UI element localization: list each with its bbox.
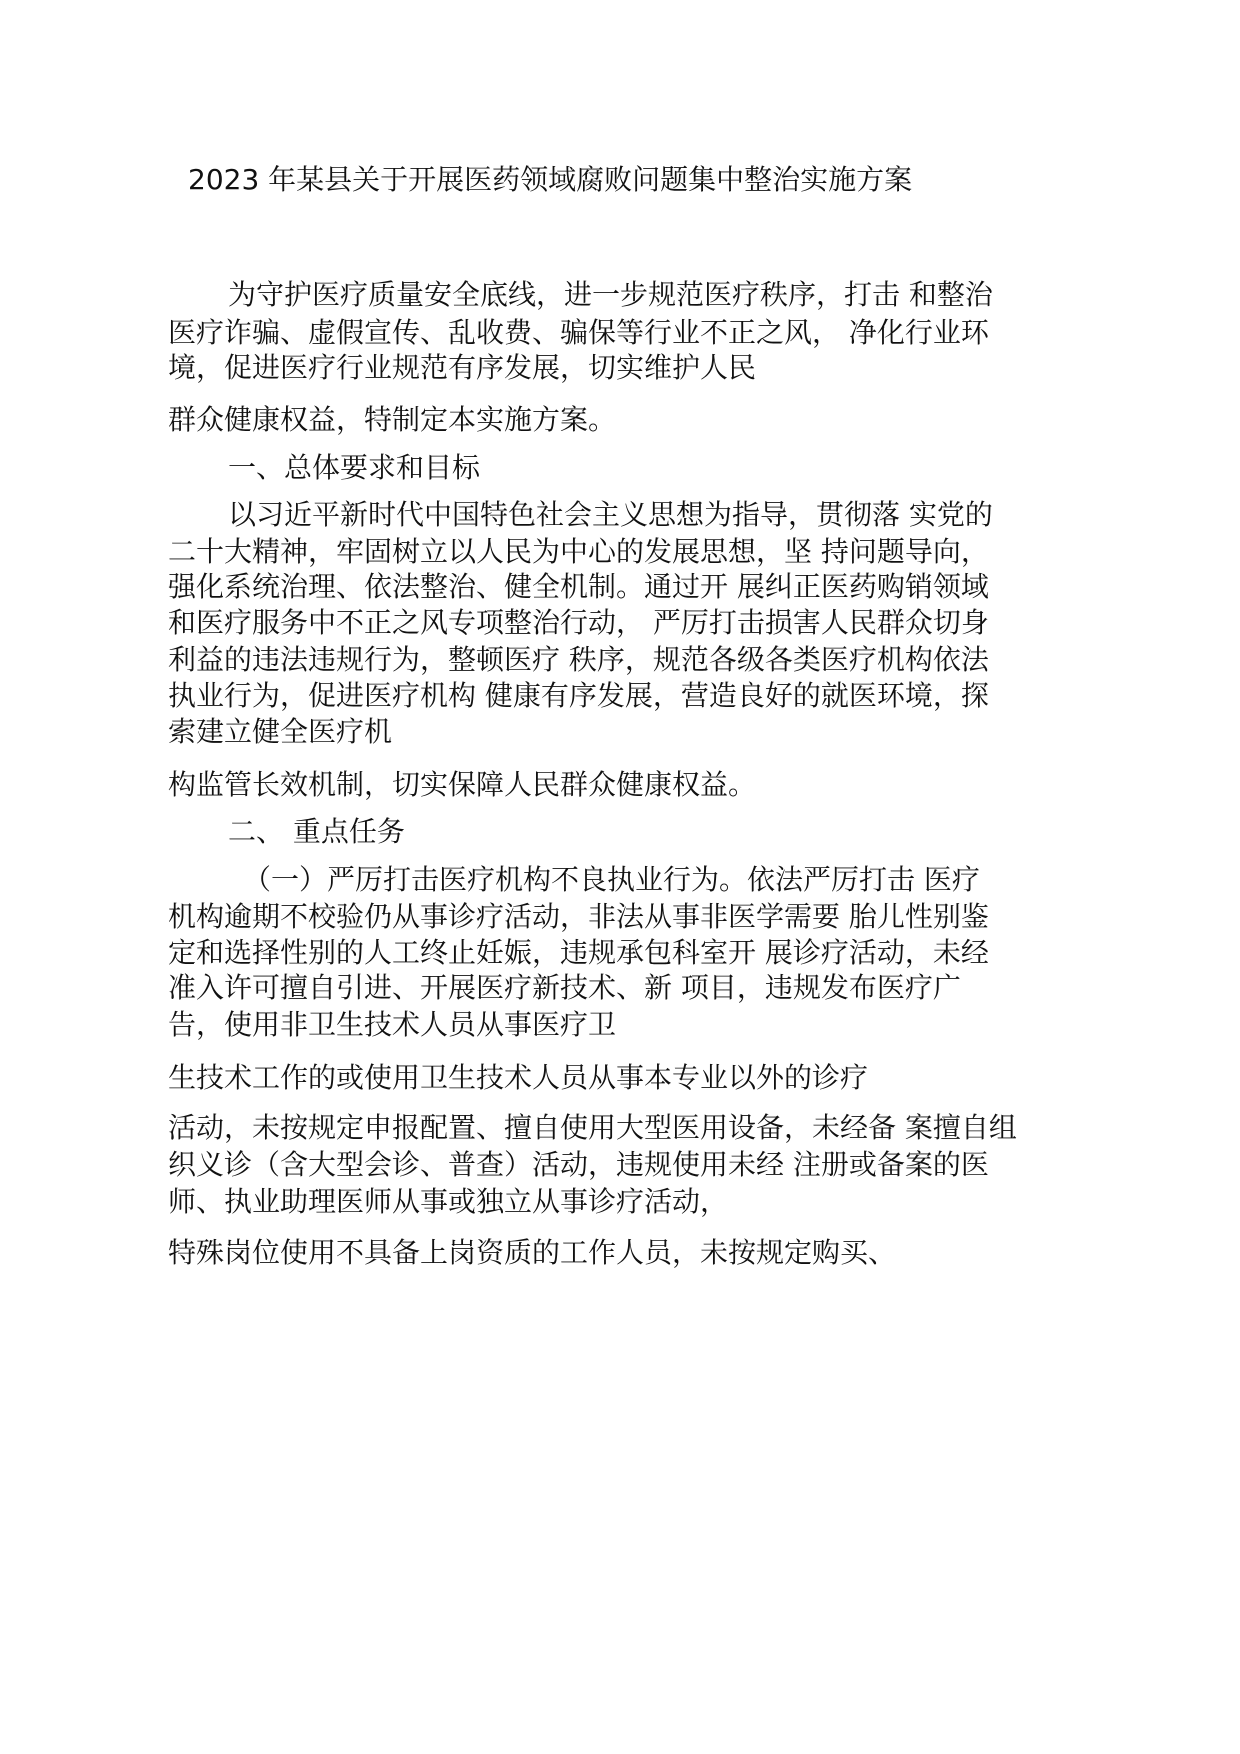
- paragraph-line-9: 利益的违法违规行为，整顿医疗 秩序，规范各级各类医疗机构依法: [168, 643, 989, 676]
- section-heading-2: 二、 重点任务: [228, 815, 405, 848]
- paragraph-line-15: 定和选择性别的人工终止妊娠，违规承包科室开 展诊疗活动，未经: [168, 936, 989, 969]
- paragraph-line-20: 织义诊（含大型会诊、普查）活动，违规使用未经 注册或备案的医: [168, 1148, 989, 1181]
- paragraph-line-14: 机构逾期不校验仍从事诊疗活动，非法从事非医学需要 胎儿性别鉴: [168, 900, 989, 933]
- paragraph-line-11: 索建立健全医疗机: [168, 715, 393, 748]
- paragraph-line-8: 和医疗服务中不正之风专项整治行动， 严厉打击损害人民群众切身: [168, 606, 989, 639]
- paragraph-line-5: 以习近平新时代中国特色社会主义思想为指导，贯彻落 实党的: [228, 498, 993, 531]
- paragraph-line-17: 告，使用非卫生技术人员从事医疗卫: [168, 1008, 617, 1041]
- paragraph-line-18: 生技术工作的或使用卫生技术人员从事本专业以外的诊疗: [168, 1061, 869, 1094]
- paragraph-line-3: 境，促进医疗行业规范有序发展，切实维护人民: [168, 351, 757, 384]
- paragraph-line-13: （一）严厉打击医疗机构不良执业行为。依法严厉打击 医疗: [243, 863, 980, 896]
- paragraph-line-12: 构监管长效机制，切实保障人民群众健康权益。: [168, 768, 757, 801]
- paragraph-line-19: 活动，未按规定申报配置、擅自使用大型医用设备，未经备 案擅自组: [168, 1111, 1017, 1144]
- paragraph-line-6: 二十大精神，牢固树立以人民为中心的发展思想，坚 持问题导向，: [168, 535, 989, 568]
- paragraph-line-22: 特殊岗位使用不具备上岗资质的工作人员，未按规定购买、: [168, 1236, 897, 1269]
- paragraph-line-16: 准入许可擅自引进、开展医疗新技术、新 项目，违规发布医疗广: [168, 971, 961, 1004]
- paragraph-line-4: 群众健康权益，特制定本实施方案。: [168, 403, 617, 436]
- document-title: 2023 年某县关于开展医药领域腐败问题集中整治实施方案: [188, 163, 913, 196]
- paragraph-line-10: 执业行为，促进医疗机构 健康有序发展，营造良好的就医环境，探: [168, 679, 989, 712]
- paragraph-line-7: 强化系统治理、依法整治、健全机制。通过开 展纠正医药购销领域: [168, 570, 989, 603]
- section-heading-1: 一、总体要求和目标: [228, 451, 481, 484]
- paragraph-line-2: 医疗诈骗、虚假宣传、乱收费、骗保等行业不正之风， 净化行业环: [168, 316, 989, 349]
- paragraph-line-21: 师、执业助理医师从事或独立从事诊疗活动，: [168, 1185, 729, 1218]
- paragraph-line-1: 为守护医疗质量安全底线，进一步规范医疗秩序，打击 和整治: [228, 278, 993, 311]
